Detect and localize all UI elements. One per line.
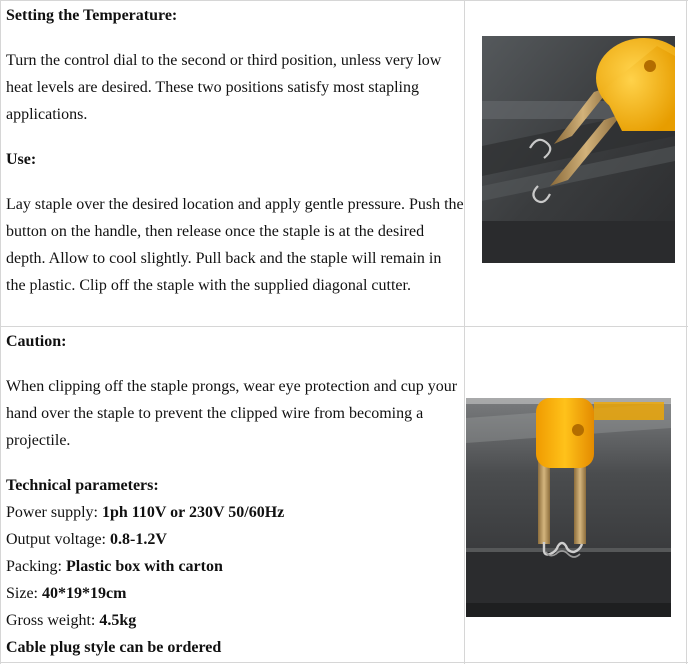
spec-value: 1ph 110V or 230V 50/60Hz <box>102 504 285 521</box>
heading-technical-parameters: Technical parameters: <box>6 477 159 494</box>
heading-caution: Caution: <box>6 333 67 350</box>
setting-temperature-text: Turn the control dial to the second or third position, unless very low heat levels are desired. These two positions satisfy most stapling applications. <box>6 52 442 123</box>
text-cell-setting-use <box>6 2 464 299</box>
spec-gross-weight <box>6 607 464 634</box>
photo-stapler-in-use <box>482 36 675 263</box>
spec-label: Size: <box>6 585 42 602</box>
spec-label: Packing: <box>6 558 66 575</box>
spec-size <box>6 580 464 607</box>
cable-plug-note: Cable plug style can be ordered <box>6 639 222 656</box>
spec-value: 0.8-1.2V <box>109 531 167 548</box>
text-cell-caution-tech <box>6 328 464 661</box>
spec-value: Plastic box with carton <box>66 558 223 575</box>
spec-label: Gross weight: <box>6 612 100 629</box>
grid-line-top <box>0 0 688 1</box>
spec-power-supply <box>6 499 464 526</box>
grid-line-column <box>464 0 465 664</box>
spec-label: Power supply: <box>6 504 102 521</box>
caution-text: When clipping off the staple prongs, wear eye protection and cup your hand over the staple to prevent the clipped wire from becoming a projectile. <box>6 378 458 449</box>
spec-packing <box>6 553 464 580</box>
stapler-photo-graphic <box>482 36 675 263</box>
heading-setting-temperature: Setting the Temperature: <box>6 7 178 24</box>
use-text: Lay staple over the desired location and apply gentle pressure. Push the button on the handle, then release once the staple is at the desired depth. Allow to cool slightly. Pull back and the staple will remain in the plastic. Clip off the staple with the supplied diagonal cutter. <box>6 196 464 294</box>
spec-label: Output voltage: <box>6 531 110 548</box>
photo-stapler-closeup <box>466 398 671 617</box>
spec-output-voltage <box>6 526 464 553</box>
stapler-closeup-graphic <box>466 398 671 617</box>
spec-value: 40*19*19cm <box>42 585 127 602</box>
grid-line-middle <box>0 326 688 327</box>
grid-line-right <box>686 0 687 664</box>
heading-use: Use: <box>6 151 37 168</box>
grid-line-left <box>0 0 1 664</box>
spec-value: 4.5kg <box>99 612 137 629</box>
grid-line-bottom <box>0 662 688 663</box>
